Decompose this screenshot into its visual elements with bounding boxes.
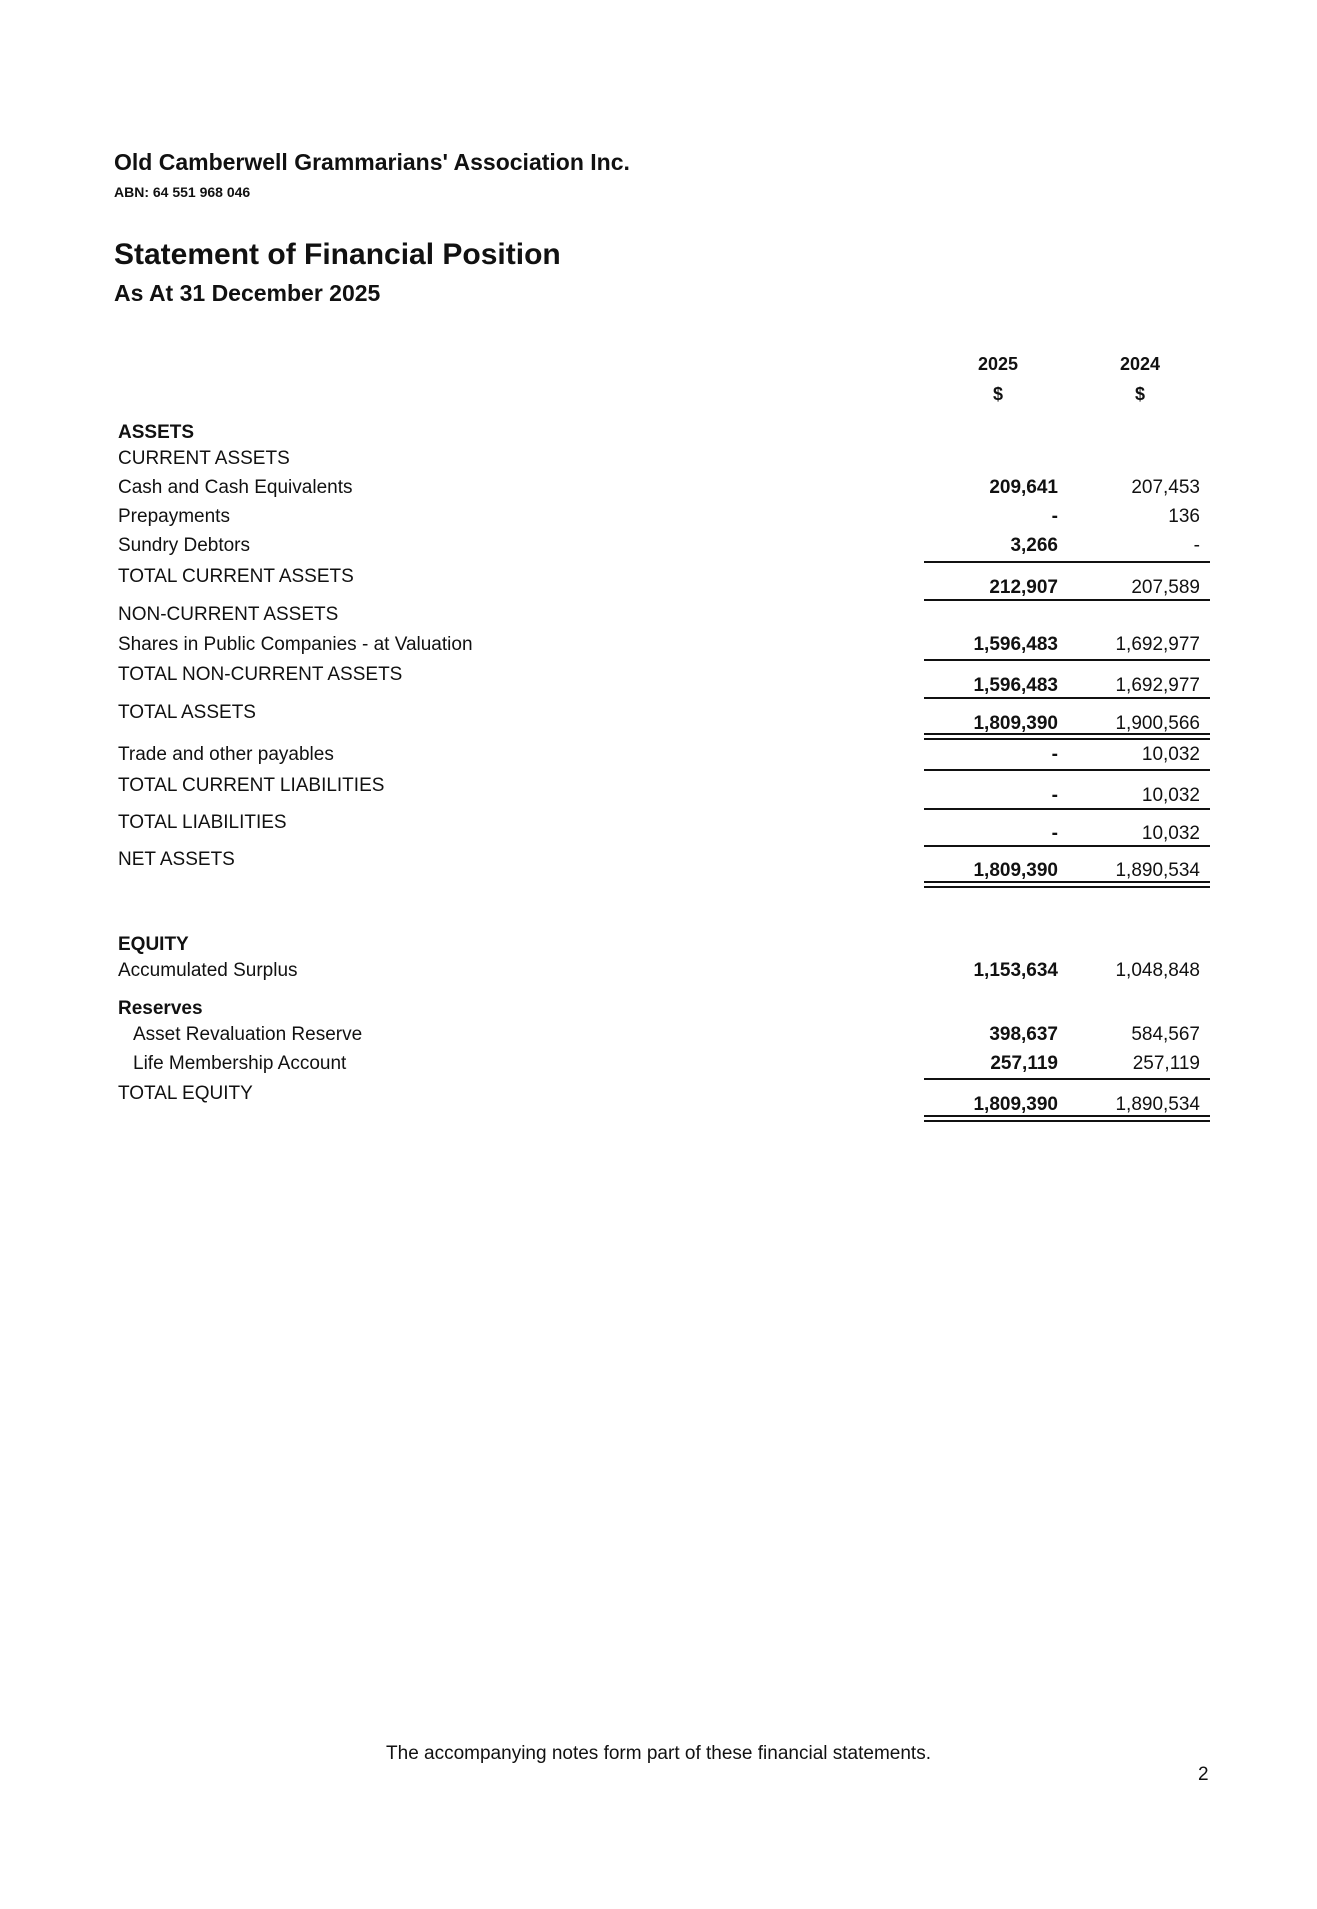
total-liabilities-2024: 10,032 bbox=[1141, 823, 1200, 844]
total-rule bbox=[924, 599, 1210, 601]
reserves-heading: Reserves bbox=[118, 998, 203, 1019]
net-assets-2024: 1,890,534 bbox=[1115, 860, 1200, 881]
shares-2024: 1,692,977 bbox=[1115, 634, 1200, 655]
currency-2025: $ bbox=[992, 384, 1003, 404]
total-equity-2024: 1,890,534 bbox=[1115, 1094, 1200, 1115]
total-current-assets-2024: 207,589 bbox=[1131, 577, 1200, 598]
sundry-debtors-2024: - bbox=[1193, 535, 1200, 556]
payables-2024: 10,032 bbox=[1141, 744, 1200, 765]
organisation-name: Old Camberwell Grammarians' Association Inc. bbox=[114, 149, 630, 175]
total-assets-label: TOTAL ASSETS bbox=[118, 702, 256, 723]
assets-heading: ASSETS bbox=[118, 422, 195, 443]
subtotal-rule bbox=[924, 659, 1210, 661]
total-equity-label: TOTAL EQUITY bbox=[118, 1083, 253, 1104]
footer-note: The accompanying notes form part of these financial statements. bbox=[386, 1743, 931, 1764]
total-current-liabilities-2024: 10,032 bbox=[1141, 785, 1200, 806]
shares-label: Shares in Public Companies - at Valuation bbox=[118, 634, 473, 655]
prepayments-2024: 136 bbox=[1168, 506, 1200, 527]
column-header-2025: 2025 bbox=[977, 354, 1019, 374]
statement-title: Statement of Financial Position bbox=[114, 238, 561, 271]
total-rule bbox=[924, 808, 1210, 810]
revaluation-reserve-2025: 398,637 bbox=[989, 1024, 1058, 1045]
life-membership-2024: 257,119 bbox=[1132, 1053, 1200, 1074]
total-rule bbox=[924, 697, 1210, 699]
revaluation-reserve-label: Asset Revaluation Reserve bbox=[133, 1024, 363, 1045]
accumulated-surplus-2024: 1,048,848 bbox=[1115, 960, 1200, 981]
total-liabilities-2025: - bbox=[1051, 823, 1058, 844]
payables-2025: - bbox=[1051, 744, 1058, 765]
life-membership-2025: 257,119 bbox=[990, 1053, 1058, 1074]
sundry-debtors-label: Sundry Debtors bbox=[118, 535, 251, 556]
total-liabilities-label: TOTAL LIABILITIES bbox=[118, 812, 287, 833]
prepayments-2025: - bbox=[1051, 506, 1058, 527]
double-rule bbox=[924, 1115, 1210, 1122]
currency-2024: $ bbox=[1134, 384, 1145, 404]
double-rule bbox=[924, 733, 1210, 740]
net-assets-2025: 1,809,390 bbox=[973, 860, 1058, 881]
equity-heading: EQUITY bbox=[118, 934, 189, 955]
total-assets-2025: 1,809,390 bbox=[973, 713, 1058, 734]
life-membership-label: Life Membership Account bbox=[133, 1053, 347, 1074]
statement-date: As At 31 December 2025 bbox=[114, 280, 381, 306]
total-equity-2025: 1,809,390 bbox=[973, 1094, 1058, 1115]
cash-2025: 209,641 bbox=[989, 477, 1058, 498]
total-current-assets-2025: 212,907 bbox=[989, 577, 1058, 598]
total-non-current-assets-2025: 1,596,483 bbox=[973, 675, 1058, 696]
double-rule bbox=[924, 881, 1210, 888]
prepayments-label: Prepayments bbox=[118, 506, 230, 527]
total-rule bbox=[924, 845, 1210, 847]
total-assets-2024: 1,900,566 bbox=[1115, 713, 1200, 734]
total-current-liabilities-label: TOTAL CURRENT LIABILITIES bbox=[118, 775, 385, 796]
non-current-assets-heading: NON-CURRENT ASSETS bbox=[118, 604, 339, 625]
net-assets-label: NET ASSETS bbox=[118, 849, 235, 870]
subtotal-rule bbox=[924, 1078, 1210, 1080]
current-assets-heading: CURRENT ASSETS bbox=[118, 448, 290, 469]
cash-label: Cash and Cash Equivalents bbox=[118, 477, 353, 498]
total-current-assets-label: TOTAL CURRENT ASSETS bbox=[118, 566, 354, 587]
total-non-current-assets-label: TOTAL NON-CURRENT ASSETS bbox=[118, 664, 403, 685]
total-current-liabilities-2025: - bbox=[1051, 785, 1058, 806]
subtotal-rule bbox=[924, 769, 1210, 771]
shares-2025: 1,596,483 bbox=[973, 634, 1058, 655]
subtotal-rule bbox=[924, 561, 1210, 563]
total-non-current-assets-2024: 1,692,977 bbox=[1115, 675, 1200, 696]
revaluation-reserve-2024: 584,567 bbox=[1131, 1024, 1200, 1045]
accumulated-surplus-label: Accumulated Surplus bbox=[118, 960, 298, 981]
abn-number: ABN: 64 551 968 046 bbox=[114, 184, 251, 200]
cash-2024: 207,453 bbox=[1131, 477, 1200, 498]
accumulated-surplus-2025: 1,153,634 bbox=[973, 960, 1058, 981]
payables-label: Trade and other payables bbox=[118, 744, 334, 765]
column-header-2024: 2024 bbox=[1119, 354, 1161, 374]
sundry-debtors-2025: 3,266 bbox=[1010, 535, 1058, 556]
page-number: 2 bbox=[1198, 1764, 1209, 1785]
